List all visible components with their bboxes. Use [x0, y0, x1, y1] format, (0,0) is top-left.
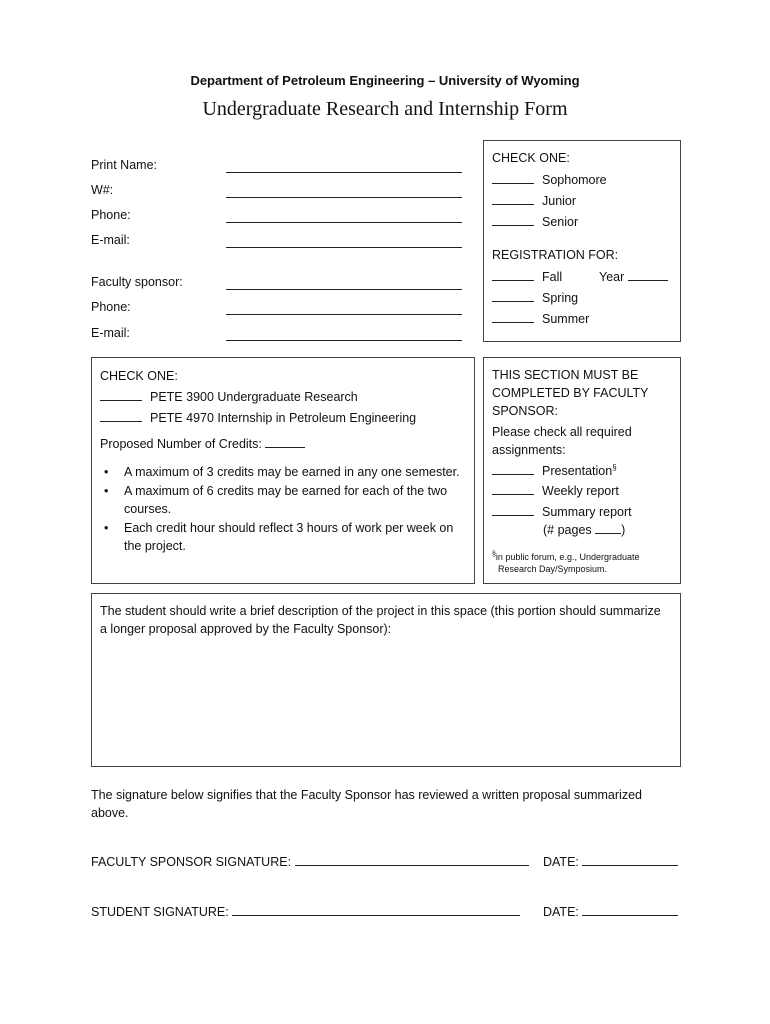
faculty-sponsor-field[interactable]	[226, 288, 462, 290]
student-date-field[interactable]	[582, 914, 678, 916]
faculty-date-field[interactable]	[582, 864, 678, 866]
assignment-presentation[interactable]	[492, 463, 617, 478]
student-date-label: DATE:	[543, 905, 579, 919]
footnote-mark: §	[612, 463, 617, 472]
credit-rule-2: • A maximum of 6 credits may be earned for each of the two courses.	[100, 482, 470, 519]
summer-label: Summer	[542, 312, 590, 326]
assignment-weekly-report[interactable]	[492, 484, 619, 498]
sponsor-phone-label: Phone:	[91, 300, 131, 314]
student-email-field[interactable]	[226, 246, 462, 248]
faculty-date-row[interactable]	[543, 855, 678, 869]
footnote-mark-ref: §	[492, 551, 496, 558]
sophomore-blank[interactable]	[492, 182, 534, 184]
sponsor-email-label: E-mail:	[91, 326, 130, 340]
credit-rule-1: • A maximum of 3 credits may be earned in any one semester.	[100, 463, 470, 482]
faculty-heading-2: COMPLETED BY FACULTY	[492, 386, 649, 400]
department-heading: Department of Petroleum Engineering – University of Wyoming	[190, 73, 580, 88]
weekly-report-label: Weekly report	[542, 484, 619, 498]
registration-heading: REGISTRATION FOR:	[492, 248, 619, 262]
year-field[interactable]	[599, 270, 668, 284]
presentation-label: Presentation	[542, 464, 613, 479]
footnote-text-1: in public forum, e.g., Undergraduate	[495, 552, 640, 562]
sophomore-label: Sophomore	[542, 173, 607, 187]
faculty-heading-1: THIS SECTION MUST BE	[492, 368, 639, 382]
term-summer[interactable]	[492, 312, 589, 326]
course-selection-box	[91, 357, 475, 584]
w-number-label: W#:	[91, 183, 114, 197]
student-signature-row[interactable]	[91, 905, 520, 919]
class-registration-box	[483, 140, 681, 342]
pages-blank[interactable]	[595, 532, 621, 534]
faculty-instruction-1: Please check all required	[492, 425, 632, 439]
summary-report-blank[interactable]	[492, 514, 534, 516]
student-phone-field[interactable]	[226, 221, 462, 223]
student-signature-field[interactable]	[232, 914, 520, 916]
print-name-field[interactable]	[226, 171, 462, 173]
option-senior[interactable]	[492, 215, 578, 229]
option-sophomore[interactable]	[492, 173, 607, 187]
project-description-box[interactable]	[91, 593, 681, 767]
pete-3900-label: PETE 3900 Undergraduate Research	[150, 390, 358, 404]
student-email-label: E-mail:	[91, 233, 130, 247]
faculty-heading-3: SPONSOR:	[492, 404, 558, 418]
senior-label: Senior	[542, 215, 579, 229]
credits-label: Proposed Number of Credits:	[100, 437, 262, 451]
signature-statement: The signature below signifies that the Faculty Sponsor has reviewed a written proposal summarized above.	[91, 788, 642, 820]
fall-blank[interactable]	[492, 279, 534, 281]
summer-blank[interactable]	[492, 321, 534, 323]
senior-blank[interactable]	[492, 224, 534, 226]
faculty-section-box	[483, 357, 681, 584]
year-label: Year	[599, 270, 625, 284]
credit-rules-list	[100, 463, 470, 556]
summary-report-label: Summary report	[542, 505, 632, 519]
student-phone-label: Phone:	[91, 208, 131, 222]
pages-close: )	[621, 523, 626, 537]
pete-4970-label: PETE 4970 Internship in Petroleum Engineering	[150, 411, 417, 425]
description-instructions: The student should write a brief description of the project in this space (this portion should summarize a longer proposal approved by the Faculty Sponsor):	[100, 604, 661, 636]
junior-blank[interactable]	[492, 203, 534, 205]
pete-4970-blank[interactable]	[100, 420, 142, 422]
form-title: Undergraduate Research and Internship Form	[202, 98, 568, 120]
faculty-signature-label: FACULTY SPONSOR SIGNATURE:	[91, 855, 292, 869]
spring-label: Spring	[542, 291, 579, 305]
faculty-date-label: DATE:	[543, 855, 579, 869]
course-check-heading: CHECK ONE:	[100, 369, 178, 383]
class-check-heading: CHECK ONE:	[492, 151, 570, 165]
faculty-signature-row[interactable]	[91, 855, 529, 869]
term-fall[interactable]	[492, 270, 562, 284]
faculty-sponsor-label: Faculty sponsor:	[91, 275, 183, 289]
w-number-field[interactable]	[226, 196, 462, 198]
junior-label: Junior	[542, 194, 577, 208]
student-signature-label: STUDENT SIGNATURE:	[91, 905, 229, 919]
option-pete-3900[interactable]	[100, 390, 358, 404]
student-date-row[interactable]	[543, 905, 678, 919]
assignment-summary-report[interactable]	[492, 505, 632, 519]
year-blank[interactable]	[628, 279, 668, 281]
sponsor-phone-field[interactable]	[226, 313, 462, 315]
faculty-instruction-2: assignments:	[492, 443, 566, 457]
sponsor-email-field[interactable]	[226, 339, 462, 341]
spring-blank[interactable]	[492, 300, 534, 302]
credits-blank[interactable]	[265, 446, 305, 448]
pages-field[interactable]	[543, 523, 625, 537]
fall-label: Fall	[542, 270, 563, 284]
pete-3900-blank[interactable]	[100, 399, 142, 401]
term-spring[interactable]	[492, 291, 578, 305]
presentation-blank[interactable]	[492, 473, 534, 475]
credit-rule-3: • Each credit hour should reflect 3 hours of work per week on the project.	[100, 519, 470, 556]
option-pete-4970[interactable]	[100, 411, 416, 425]
faculty-signature-field[interactable]	[295, 864, 529, 866]
credits-field[interactable]	[100, 437, 305, 451]
pages-label: (# pages	[543, 523, 592, 537]
print-name-label: Print Name:	[91, 158, 157, 172]
weekly-report-blank[interactable]	[492, 493, 534, 495]
option-junior[interactable]	[492, 194, 576, 208]
footnote-line-2: Research Day/Symposium.	[498, 564, 608, 574]
